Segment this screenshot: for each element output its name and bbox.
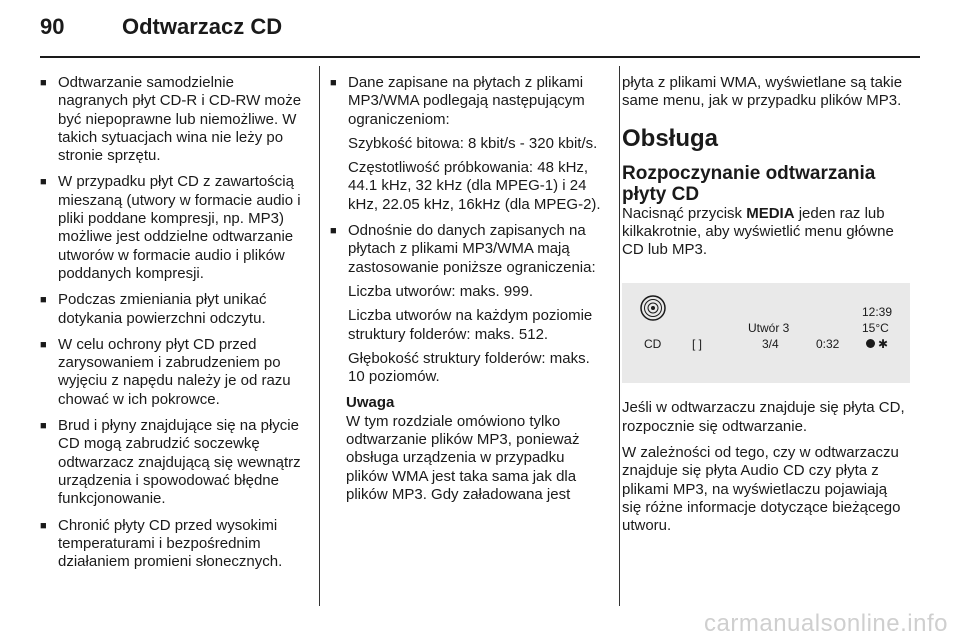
watermark: carmanualsonline.info — [704, 610, 948, 637]
list-subitem: Liczba utworów na każdym poziomie struktury folderów: maks. 512. — [348, 307, 593, 343]
column-1 — [40, 74, 305, 579]
column-divider — [319, 66, 320, 606]
bullet-list — [330, 74, 605, 386]
page-number: 90 — [40, 14, 65, 39]
list-subitem: Szybkość bitowa: 8 kbit/s - 320 kbit/s. — [348, 134, 598, 152]
display-track-label: Utwór 3 — [748, 321, 790, 336]
disc-icon — [640, 295, 666, 321]
paragraph: W zależności od tego, czy w odtwarzaczu znajduje się płyta Audio CD czy płyta z plikami MP3, na wyświetlaczu pojawiają się różne informacje dotyczące bieżącego utworu. — [622, 444, 901, 535]
list-item — [330, 222, 605, 386]
list-item: ■ Chronić płyty CD przed wysokimi temperaturami i bezpośrednim działaniem promieni słonecznych. — [40, 517, 305, 572]
column-divider — [619, 66, 620, 606]
list-subitem: Liczba utworów: maks. 999. — [348, 282, 534, 300]
list-item — [330, 74, 605, 214]
subsection-heading: Rozpoczynanie odtwarzania płyty CD — [622, 162, 876, 205]
display-clock: 12:39 — [862, 305, 893, 320]
page-title: Odtwarzacz CD — [122, 14, 283, 39]
list-item: ■ Podczas zmieniania płyt unikać dotykania powierzchni odczytu. — [40, 291, 305, 328]
list-item: ■ Odtwarzanie samodzielnie nagranych płyt CD-R i CD-RW może być niepoprawne lub niemożliwe. W takich sytuacjach wina nie leży po stronie sprzętu. — [40, 74, 305, 165]
header-rule — [40, 56, 920, 58]
cd-display-illustration — [622, 283, 910, 383]
list-item-text: ■ Odnośnie do danych zapisanych na płytach z plikami MP3/WMA mają zastosowanie poniższe ograniczenia: — [348, 222, 596, 276]
bluetooth-icon: ✱ — [878, 337, 889, 352]
note-body: W tym rozdziale omówiono tylko odtwarzanie plików MP3, ponieważ obsługa urządzenia w przypadku plików WMA jest taka sama jak dla plików MP3. Gdy załadowana jest — [346, 412, 580, 503]
display-source: CD — [644, 337, 662, 352]
media-button-label: MEDIA — [746, 204, 795, 222]
display-elapsed: 0:32 — [816, 337, 840, 352]
record-dot-icon — [866, 339, 875, 348]
instruction-text: jeden raz lub kilkakrotnie, aby wyświetlić menu główne CD lub MP3. — [622, 204, 894, 259]
display-temperature: 15°C — [862, 321, 889, 336]
bullet-list — [40, 74, 305, 571]
list-subitem: Częstotliwość próbkowania: 48 kHz, 44.1 kHz, 32 kHz (dla MPEG-1) i 24 kHz, 22.05 kHz, 16kHz (dla MPEG-2). — [348, 159, 601, 213]
display-brackets: [ ] — [692, 337, 703, 352]
intro-paragraph: płyta z plikami WMA, wyświetlane są takie same menu, jak w przypadku plików MP3. — [622, 74, 903, 110]
list-subitem: Głębokość struktury folderów: maks. 10 poziomów. — [348, 349, 590, 386]
list-item-text: ■ Dane zapisane na płytach z plikami MP3/WMA podlegają następującym ograniczeniom: — [348, 74, 585, 128]
list-item: ■ W celu ochrony płyt CD przed zarysowaniem i zabrudzeniem po wyjęciu z napędu należy je od razu chować w ich pokrowce. — [40, 336, 305, 409]
instruction-paragraph — [622, 205, 907, 260]
column-3 — [622, 74, 907, 544]
note-title: Uwaga — [346, 394, 395, 412]
list-item: ■ Brud i płyny znajdujące się na płycie CD mogą zabrudzić soczewkę odtwarzacz znajdującą się wewnątrz urządzenia i spowodować błędne funkcjonowanie. — [40, 417, 305, 508]
column-2 — [330, 74, 605, 504]
paragraph: Jeśli w odtwarzaczu znajduje się płyta CD, rozpocznie się odtwarzanie. — [622, 399, 905, 435]
display-track-count: 3/4 — [762, 337, 779, 352]
instruction-text: Nacisnąć przycisk — [622, 204, 747, 222]
section-heading: Obsługa — [622, 124, 719, 152]
list-item: ■ W przypadku płyt CD z zawartością mieszaną (utwory w formacie audio i pliki poddane kompresji, np. MP3) możliwe jest oddzielne odtwarzanie utworów w formacie audio i plików poddanych kompresji. — [40, 173, 305, 283]
